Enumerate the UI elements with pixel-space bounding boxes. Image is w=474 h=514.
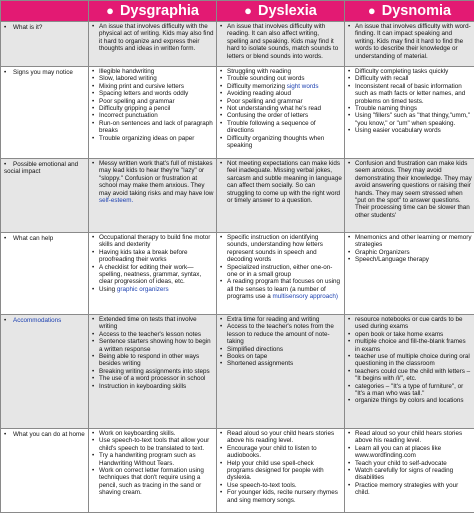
list-item: • resource notebooks or cue cards to be used during exams bbox=[347, 316, 472, 331]
cell-dysnomia bbox=[345, 22, 474, 67]
list-item: • Specialized instruction, either one-on-one or in a small group bbox=[219, 264, 342, 279]
row-label: • Accommodations bbox=[1, 315, 89, 429]
list-item: • Shortened assignments bbox=[219, 360, 342, 367]
list-item: • teacher use of multiple choice during oral questioning in the classroom bbox=[347, 353, 472, 368]
row-label: • What you can do at home bbox=[1, 429, 89, 513]
list-item: • Teach your child to self-advocate bbox=[347, 460, 472, 467]
header-row bbox=[1, 1, 474, 22]
list-item: • Work on correct letter formation using techniques that don't require using a pencil, such as tracing in the sand or shaving cream. bbox=[91, 467, 214, 497]
row-what-can-help bbox=[1, 233, 474, 315]
list-item: • Struggling with reading bbox=[219, 68, 342, 75]
list-item: • Read aloud so your child hears stories above his reading level. bbox=[219, 430, 342, 445]
list-item: • Illegible handwriting bbox=[91, 68, 214, 75]
list-item: • Use speech-to-text tools that allow your child's speech to be translated to text. bbox=[91, 437, 214, 452]
row-label: • Possible emotional and social impact bbox=[1, 159, 89, 233]
cell-dyslexia bbox=[217, 429, 345, 513]
cell-dysnomia bbox=[345, 233, 474, 315]
list-item: • Poor spelling and grammar bbox=[91, 98, 214, 105]
list-item: • Trouble naming things bbox=[347, 105, 472, 112]
list-item: • Being able to respond in other ways besides writing bbox=[91, 353, 214, 368]
list-item: • Books on tape bbox=[219, 353, 342, 360]
row-what-is-it bbox=[1, 22, 474, 67]
list-item: • Difficulty completing tasks quickly bbox=[347, 68, 472, 75]
cell-dyslexia bbox=[217, 233, 345, 315]
list-item: • Access to the teacher's lesson notes bbox=[91, 331, 214, 338]
list-item: • Inconsistent recall of basic information such as math facts or letter names, and problems on timed tests. bbox=[347, 83, 472, 105]
accommodations-link[interactable]: Accommodations bbox=[13, 317, 62, 324]
cell-dysgraphia bbox=[89, 233, 217, 315]
list-item: • Mixing print and cursive letters bbox=[91, 83, 214, 90]
cell-dysgraphia bbox=[89, 159, 217, 233]
list-item: • Confusing the order of letters bbox=[219, 112, 342, 119]
header-blank bbox=[1, 1, 89, 22]
list-item: • Not meeting expectations can make kids feel inadequate. Missing verbal jokes, sarcasm and subtle meaning in language can affect them socially. So can struggling to come up with the right word or timely answer to a question. bbox=[219, 160, 342, 204]
list-item: • Graphic Organizers bbox=[347, 249, 472, 256]
multisensory-approach-link[interactable]: multisensory approach) bbox=[272, 293, 338, 301]
cell-dysgraphia bbox=[89, 67, 217, 159]
cell-dysnomia bbox=[345, 159, 474, 233]
list-item: • Difficulty memorizing sight words bbox=[219, 83, 342, 90]
list-item: • Using graphic organizers bbox=[91, 286, 214, 293]
list-item: • Difficulty organizing thoughts when speaking bbox=[219, 135, 342, 150]
row-signs bbox=[1, 67, 474, 159]
cell-dysnomia bbox=[345, 315, 474, 429]
list-item: • Use speech-to-text tools. bbox=[219, 482, 342, 489]
cell-dyslexia bbox=[217, 22, 345, 67]
list-item: • Sentence starters showing how to begin a written response bbox=[91, 338, 214, 353]
list-item: • multiple choice and fill-the-blank frames in exams bbox=[347, 338, 472, 353]
list-item: • Poor spelling and grammar bbox=[219, 98, 342, 105]
header-dyslexia: ● Dyslexia bbox=[217, 1, 345, 22]
list-item: • Specific instruction on identifying sounds, understanding how letters represent sounds in speech and decoding words bbox=[219, 234, 342, 264]
list-item: • Try a handwriting program such as Handwriting Without Tears. bbox=[91, 452, 214, 467]
list-item: • Incorrect punctuation bbox=[91, 112, 214, 119]
header-dysgraphia: ● Dysgraphia bbox=[89, 1, 217, 22]
list-item: • Difficulty with recall bbox=[347, 75, 472, 82]
list-item: • Trouble following a sequence of directions bbox=[219, 120, 342, 135]
list-item: • Trouble organizing ideas on paper bbox=[91, 135, 214, 142]
list-item: • teachers could cue the child with letters – "It begins with /l/", etc. bbox=[347, 368, 472, 383]
list-item: • Not understanding what he's read bbox=[219, 105, 342, 112]
list-item: • organize things by colors and locations bbox=[347, 397, 472, 404]
list-item: • Using easier vocabulary words bbox=[347, 127, 472, 134]
list-item: • Confusion and frustration can make kids seem anxious. They may avoid demonstrating their knowledge. They may avoid answering questions or raising their hands. They may seem stressed when "put on the spot" to answer questions. Their processing time can be slower than other students' bbox=[347, 160, 472, 219]
list-item: • Simplified directions bbox=[219, 346, 342, 353]
list-item: • Watch carefully for signs of reading disabilities bbox=[347, 467, 472, 482]
list-item: • Spacing letters and words oddly bbox=[91, 90, 214, 97]
list-item: • Extended time on tests that involve writing bbox=[91, 316, 214, 331]
list-item: • Instruction in keyboarding skills bbox=[91, 383, 214, 390]
list-item: • Having kids take a break before proofreading their works bbox=[91, 249, 214, 264]
list-item: • Encourage your child to listen to audiobooks. bbox=[219, 445, 342, 460]
list-item: • Learn all you can at places like www.wordfinding.com bbox=[347, 445, 472, 460]
list-item: • An issue that involves difficulty with reading. It can also affect writing, spelling and speaking. Kids may find it hard to isolate sounds, match sounds to letters or blend sounds into words. bbox=[219, 23, 342, 60]
row-emotional-impact bbox=[1, 159, 474, 233]
sight-words-link[interactable]: sight words bbox=[286, 82, 319, 90]
list-item: • Extra time for reading and writing bbox=[219, 316, 342, 323]
header-dysnomia: ● Dysnomia bbox=[345, 1, 474, 22]
list-item: • The use of a word processor in school bbox=[91, 375, 214, 382]
row-label: • What can help bbox=[1, 233, 89, 315]
list-item: • An issue that involves difficulty with the physical act of writing. Kids may also find it hard to organize and express their thoughts and ideas in written form. bbox=[91, 23, 214, 53]
list-item: • A checklist for editing their work—spelling, neatness, grammar, syntax, clear progression of ideas, etc. bbox=[91, 264, 214, 286]
list-item: • Avoiding reading aloud bbox=[219, 90, 342, 97]
cell-dyslexia bbox=[217, 315, 345, 429]
self-esteem-link[interactable]: self-esteem. bbox=[99, 197, 134, 205]
cell-dysnomia bbox=[345, 67, 474, 159]
cell-dyslexia bbox=[217, 159, 345, 233]
list-item: • Practice memory strategies with your child. bbox=[347, 482, 472, 497]
list-item: • Using "fillers" such as "that thingy,"umm," "you know," or "um" when speaking. bbox=[347, 112, 472, 127]
cell-dysgraphia bbox=[89, 429, 217, 513]
list-item: • Run-on sentences and lack of paragraph breaks bbox=[91, 120, 214, 135]
cell-dyslexia bbox=[217, 67, 345, 159]
list-item: • Help your child use spell-check programs designed for people with dyslexia. bbox=[219, 460, 342, 482]
list-item: • categories – "It's a type of furniture", or "It's a man who was tall." bbox=[347, 383, 472, 398]
row-accommodations bbox=[1, 315, 474, 429]
list-item: • Trouble sounding out words bbox=[219, 75, 342, 82]
cell-dysgraphia bbox=[89, 315, 217, 429]
row-label: • Signs you may notice bbox=[1, 67, 89, 159]
row-label: • What is it? bbox=[1, 22, 89, 67]
cell-dysgraphia bbox=[89, 22, 217, 67]
list-item: • Read aloud so your child hears stories above his reading level. bbox=[347, 430, 472, 445]
list-item: • Breaking writing assignments into steps bbox=[91, 368, 214, 375]
list-item: • Messy written work that's full of mistakes may lead kids to hear they're "lazy" or "sloppy." Confusion or frustration at school may make them anxious. They may avoid taking risks and may have low self-esteem. bbox=[91, 160, 214, 204]
graphic-organizers-link[interactable]: graphic organizers bbox=[116, 285, 169, 293]
list-item: • Speech/Language therapy bbox=[347, 256, 472, 263]
cell-dysnomia bbox=[345, 429, 474, 513]
list-item: • Mnemonics and other learning or memory strategies bbox=[347, 234, 472, 249]
list-item: • open book or take home exams bbox=[347, 331, 472, 338]
list-item: • Access to the teacher's notes from the lesson to reduce the amount of note-taking bbox=[219, 323, 342, 345]
list-item: • An issue that involves difficulty with word-finding. It can impact speaking and writing. Kids may find it hard to find the words to describe their knowledge or understanding of material. bbox=[347, 23, 472, 60]
list-item: • Difficulty gripping a pencil bbox=[91, 105, 214, 112]
list-item: • A reading program that focuses on using all the senses to learn (a number of programs use a multisensory approach) bbox=[219, 278, 342, 300]
list-item: • Occupational therapy to build fine motor skills and dexterity bbox=[91, 234, 214, 249]
row-at-home bbox=[1, 429, 474, 513]
list-item: • For younger kids, recite nursery rhymes and sing memory songs. bbox=[219, 489, 342, 504]
list-item: • Work on keyboarding skills. bbox=[91, 430, 214, 437]
list-item: • Slow, labored writing bbox=[91, 75, 214, 82]
